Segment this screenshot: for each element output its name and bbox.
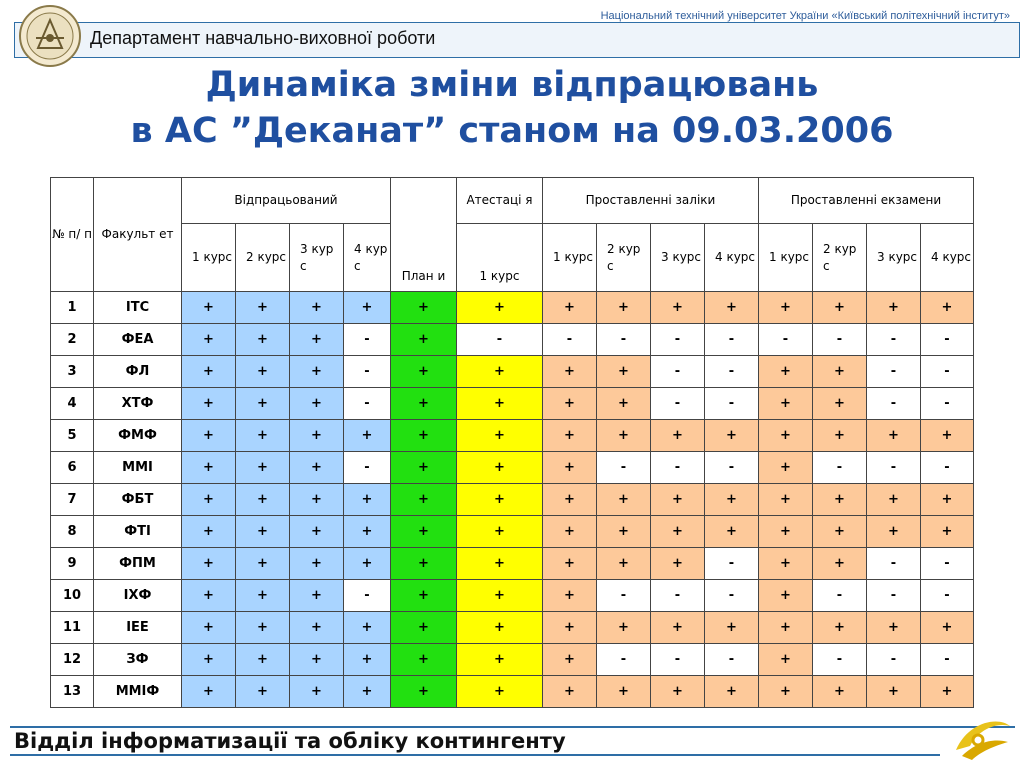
exam-4-status-cell: + <box>921 420 974 452</box>
faculty-cell: ХТФ <box>94 388 182 420</box>
credit-1-status-cell: + <box>543 484 597 516</box>
attest-1-status-cell: + <box>457 452 543 484</box>
credit-4-status-cell: - <box>705 452 759 484</box>
exam-3-status-cell: - <box>867 388 921 420</box>
worked-2-status-cell: + <box>236 580 290 612</box>
worked-4-status-cell: - <box>344 580 391 612</box>
exam-1-status-cell: - <box>759 324 813 356</box>
worked-3-status-cell: + <box>290 388 344 420</box>
exam-course-2-header: 2 кур с <box>813 224 867 292</box>
attest-1-status-cell: + <box>457 356 543 388</box>
group-credits-header: Проставленні заліки <box>543 178 759 224</box>
worked-4-status-cell: - <box>344 388 391 420</box>
credit-1-status-cell: + <box>543 580 597 612</box>
table-row <box>51 644 974 676</box>
title-line-2: в АС ”Деканат” станом на 09.03.2006 <box>130 111 894 151</box>
credit-2-status-cell: + <box>597 420 651 452</box>
worked-1-status-cell: + <box>182 420 236 452</box>
credit-3-status-cell: + <box>651 676 705 708</box>
credit-2-status-cell: + <box>597 484 651 516</box>
attest-1-status-cell: + <box>457 516 543 548</box>
credit-4-status-cell: + <box>705 420 759 452</box>
table-row <box>51 516 974 548</box>
credit-2-status-cell: + <box>597 388 651 420</box>
exam-3-status-cell: + <box>867 676 921 708</box>
exam-4-status-cell: + <box>921 292 974 324</box>
faculty-cell: ФТІ <box>94 516 182 548</box>
retake-dynamics-table <box>50 177 974 708</box>
row-number-cell: 9 <box>51 548 94 580</box>
exam-4-status-cell: + <box>921 484 974 516</box>
exam-1-status-cell: + <box>759 420 813 452</box>
exam-2-status-cell: + <box>813 388 867 420</box>
credit-3-status-cell: + <box>651 484 705 516</box>
exam-3-status-cell: + <box>867 484 921 516</box>
table-row <box>51 420 974 452</box>
exam-1-status-cell: + <box>759 548 813 580</box>
worked-4-status-cell: - <box>344 452 391 484</box>
worked-2-status-cell: + <box>236 548 290 580</box>
credit-course-3-header: 3 курс <box>651 224 705 292</box>
attest-1-status-cell: + <box>457 548 543 580</box>
worked-1-status-cell: + <box>182 676 236 708</box>
exam-2-status-cell: - <box>813 324 867 356</box>
worked-2-status-cell: + <box>236 420 290 452</box>
exam-4-status-cell: - <box>921 452 974 484</box>
credit-4-status-cell: - <box>705 388 759 420</box>
worked-3-status-cell: + <box>290 356 344 388</box>
credit-2-status-cell: + <box>597 516 651 548</box>
exam-1-status-cell: + <box>759 644 813 676</box>
exam-4-status-cell: - <box>921 356 974 388</box>
faculty-cell: ФЛ <box>94 356 182 388</box>
row-number-cell: 1 <box>51 292 94 324</box>
col-faculty-header: Факульт ет <box>94 178 182 292</box>
credit-1-status-cell: + <box>543 420 597 452</box>
row-number-cell: 11 <box>51 612 94 644</box>
credit-3-status-cell: + <box>651 516 705 548</box>
faculty-cell: ФБТ <box>94 484 182 516</box>
footer-divider-top <box>10 726 1015 728</box>
worked-3-status-cell: + <box>290 580 344 612</box>
exam-2-status-cell: + <box>813 676 867 708</box>
plans-status-cell: + <box>391 420 457 452</box>
row-number-cell: 13 <box>51 676 94 708</box>
worked-course-2-header: 2 курс <box>236 224 290 292</box>
credit-4-status-cell: + <box>705 292 759 324</box>
credit-1-status-cell: + <box>543 644 597 676</box>
attest-1-status-cell: + <box>457 292 543 324</box>
credit-4-status-cell: + <box>705 484 759 516</box>
exam-1-status-cell: + <box>759 388 813 420</box>
row-number-cell: 7 <box>51 484 94 516</box>
credit-2-status-cell: - <box>597 452 651 484</box>
credit-2-status-cell: + <box>597 612 651 644</box>
credit-1-status-cell: + <box>543 676 597 708</box>
worked-3-status-cell: + <box>290 420 344 452</box>
attest-course-1-label: 1 курс <box>479 269 520 283</box>
credit-2-status-cell: - <box>597 644 651 676</box>
exam-3-status-cell: - <box>867 324 921 356</box>
exam-1-status-cell: + <box>759 612 813 644</box>
exam-4-status-cell: - <box>921 324 974 356</box>
credit-2-status-cell: + <box>597 292 651 324</box>
faculty-cell: ЗФ <box>94 644 182 676</box>
col-attest-header: Атестаці я <box>457 178 543 224</box>
worked-2-status-cell: + <box>236 676 290 708</box>
page-title <box>0 62 1024 154</box>
exam-2-status-cell: + <box>813 516 867 548</box>
exam-1-status-cell: + <box>759 484 813 516</box>
worked-1-status-cell: + <box>182 612 236 644</box>
table-row <box>51 356 974 388</box>
credit-1-status-cell: + <box>543 356 597 388</box>
credit-4-status-cell: + <box>705 612 759 644</box>
group-worked-header: Відпрацьований <box>182 178 391 224</box>
exam-4-status-cell: - <box>921 644 974 676</box>
exam-2-status-cell: - <box>813 580 867 612</box>
worked-1-status-cell: + <box>182 292 236 324</box>
exam-4-status-cell: + <box>921 612 974 644</box>
exam-3-status-cell: - <box>867 452 921 484</box>
worked-4-status-cell: + <box>344 420 391 452</box>
exam-4-status-cell: - <box>921 580 974 612</box>
plans-status-cell: + <box>391 548 457 580</box>
faculty-cell: ММІФ <box>94 676 182 708</box>
table-row <box>51 324 974 356</box>
attest-1-status-cell: + <box>457 388 543 420</box>
exam-3-status-cell: + <box>867 516 921 548</box>
exam-2-status-cell: + <box>813 612 867 644</box>
credit-1-status-cell: + <box>543 452 597 484</box>
worked-3-status-cell: + <box>290 676 344 708</box>
exam-3-status-cell: + <box>867 420 921 452</box>
credit-3-status-cell: - <box>651 452 705 484</box>
credit-2-status-cell: + <box>597 356 651 388</box>
col-plans-header <box>391 178 457 292</box>
row-number-cell: 12 <box>51 644 94 676</box>
credit-4-status-cell: - <box>705 356 759 388</box>
credit-3-status-cell: - <box>651 580 705 612</box>
exam-4-status-cell: + <box>921 516 974 548</box>
worked-course-3-header: 3 кур с <box>290 224 344 292</box>
header-row-1 <box>51 178 974 224</box>
worked-2-status-cell: + <box>236 356 290 388</box>
plans-status-cell: + <box>391 676 457 708</box>
worked-1-status-cell: + <box>182 484 236 516</box>
credit-1-status-cell: + <box>543 548 597 580</box>
worked-3-status-cell: + <box>290 324 344 356</box>
row-number-cell: 5 <box>51 420 94 452</box>
worked-1-status-cell: + <box>182 580 236 612</box>
attest-1-status-cell: - <box>457 324 543 356</box>
exam-3-status-cell: - <box>867 548 921 580</box>
department-name: Департамент навчально-виховної роботи <box>90 28 436 48</box>
credit-3-status-cell: + <box>651 612 705 644</box>
credit-2-status-cell: + <box>597 676 651 708</box>
credit-3-status-cell: + <box>651 420 705 452</box>
worked-1-status-cell: + <box>182 452 236 484</box>
plans-status-cell: + <box>391 612 457 644</box>
exam-3-status-cell: - <box>867 580 921 612</box>
worked-course-1-header: 1 курс <box>182 224 236 292</box>
worked-1-status-cell: + <box>182 548 236 580</box>
worked-3-status-cell: + <box>290 452 344 484</box>
table-row <box>51 676 974 708</box>
exam-4-status-cell: - <box>921 388 974 420</box>
plans-status-cell: + <box>391 452 457 484</box>
worked-3-status-cell: + <box>290 644 344 676</box>
worked-4-status-cell: + <box>344 292 391 324</box>
exam-3-status-cell: - <box>867 644 921 676</box>
credit-course-2-header: 2 кур с <box>597 224 651 292</box>
credit-1-status-cell: + <box>543 516 597 548</box>
exam-1-status-cell: + <box>759 452 813 484</box>
exam-2-status-cell: + <box>813 548 867 580</box>
credit-2-status-cell: - <box>597 324 651 356</box>
table-row <box>51 388 974 420</box>
attest-1-status-cell: + <box>457 580 543 612</box>
row-number-cell: 10 <box>51 580 94 612</box>
faculty-cell: ММІ <box>94 452 182 484</box>
plans-status-cell: + <box>391 644 457 676</box>
worked-4-status-cell: + <box>344 548 391 580</box>
table-row <box>51 452 974 484</box>
worked-3-status-cell: + <box>290 548 344 580</box>
exam-course-1-header: 1 курс <box>759 224 813 292</box>
attest-1-status-cell: + <box>457 676 543 708</box>
table-row <box>51 548 974 580</box>
worked-4-status-cell: + <box>344 516 391 548</box>
header-row-2 <box>51 224 974 292</box>
plans-status-cell: + <box>391 388 457 420</box>
credit-4-status-cell: + <box>705 516 759 548</box>
worked-course-4-header: 4 кур с <box>344 224 391 292</box>
footer-divider-bottom <box>10 754 940 756</box>
worked-1-status-cell: + <box>182 516 236 548</box>
plans-status-cell: + <box>391 580 457 612</box>
exam-2-status-cell: + <box>813 484 867 516</box>
worked-3-status-cell: + <box>290 516 344 548</box>
table-row <box>51 292 974 324</box>
footer-department: Відділ інформатизації та обліку контингенту <box>14 729 566 753</box>
credit-1-status-cell: + <box>543 292 597 324</box>
table-row <box>51 580 974 612</box>
exam-2-status-cell: + <box>813 292 867 324</box>
exam-3-status-cell: + <box>867 612 921 644</box>
exam-1-status-cell: + <box>759 516 813 548</box>
faculty-cell: ФМФ <box>94 420 182 452</box>
credit-course-1-header: 1 курс <box>543 224 597 292</box>
exam-2-status-cell: - <box>813 452 867 484</box>
worked-2-status-cell: + <box>236 644 290 676</box>
credit-1-status-cell: + <box>543 612 597 644</box>
row-number-cell: 4 <box>51 388 94 420</box>
worked-4-status-cell: - <box>344 324 391 356</box>
credit-2-status-cell: + <box>597 548 651 580</box>
exam-2-status-cell: + <box>813 356 867 388</box>
worked-4-status-cell: + <box>344 484 391 516</box>
credit-4-status-cell: - <box>705 548 759 580</box>
exam-1-status-cell: + <box>759 580 813 612</box>
exam-4-status-cell: + <box>921 676 974 708</box>
row-number-cell: 2 <box>51 324 94 356</box>
faculty-cell: ФПМ <box>94 548 182 580</box>
worked-1-status-cell: + <box>182 388 236 420</box>
faculty-cell: ІХФ <box>94 580 182 612</box>
worked-1-status-cell: + <box>182 356 236 388</box>
worked-4-status-cell: + <box>344 612 391 644</box>
exam-3-status-cell: - <box>867 356 921 388</box>
credit-3-status-cell: + <box>651 292 705 324</box>
worked-2-status-cell: + <box>236 484 290 516</box>
plans-status-cell: + <box>391 292 457 324</box>
attest-1-status-cell: + <box>457 484 543 516</box>
attest-course-1-header <box>457 224 543 292</box>
worked-3-status-cell: + <box>290 612 344 644</box>
university-seal-icon <box>18 4 82 68</box>
credit-3-status-cell: - <box>651 324 705 356</box>
worked-2-status-cell: + <box>236 292 290 324</box>
attest-1-status-cell: + <box>457 420 543 452</box>
credit-1-status-cell: - <box>543 324 597 356</box>
worked-1-status-cell: + <box>182 644 236 676</box>
worked-4-status-cell: + <box>344 644 391 676</box>
credit-4-status-cell: - <box>705 644 759 676</box>
university-name: Національний технічний університет України «Київський політехнічний інститут» <box>600 10 1010 22</box>
worked-2-status-cell: + <box>236 516 290 548</box>
worked-3-status-cell: + <box>290 292 344 324</box>
footer-swirl-logo-icon <box>948 712 1018 762</box>
exam-1-status-cell: + <box>759 292 813 324</box>
credit-4-status-cell: + <box>705 676 759 708</box>
exam-3-status-cell: + <box>867 292 921 324</box>
exam-2-status-cell: - <box>813 644 867 676</box>
credit-1-status-cell: + <box>543 388 597 420</box>
attest-1-status-cell: + <box>457 644 543 676</box>
faculty-cell: ФЕА <box>94 324 182 356</box>
row-number-cell: 3 <box>51 356 94 388</box>
credit-3-status-cell: - <box>651 388 705 420</box>
exam-course-3-header: 3 курс <box>867 224 921 292</box>
credit-2-status-cell: - <box>597 580 651 612</box>
group-exams-header: Проставленні екзамени <box>759 178 974 224</box>
title-line-1: Динаміка зміни відпрацювань <box>205 65 819 105</box>
worked-2-status-cell: + <box>236 452 290 484</box>
credit-3-status-cell: - <box>651 356 705 388</box>
plans-status-cell: + <box>391 516 457 548</box>
plans-status-cell: + <box>391 324 457 356</box>
table-row <box>51 484 974 516</box>
worked-4-status-cell: + <box>344 676 391 708</box>
credit-4-status-cell: - <box>705 324 759 356</box>
table-row <box>51 612 974 644</box>
row-number-cell: 6 <box>51 452 94 484</box>
plans-status-cell: + <box>391 356 457 388</box>
exam-1-status-cell: + <box>759 356 813 388</box>
exam-2-status-cell: + <box>813 420 867 452</box>
credit-3-status-cell: + <box>651 548 705 580</box>
faculty-cell: ІТС <box>94 292 182 324</box>
worked-1-status-cell: + <box>182 324 236 356</box>
worked-2-status-cell: + <box>236 324 290 356</box>
col-number-header: № п/ п <box>51 178 94 292</box>
row-number-cell: 8 <box>51 516 94 548</box>
exam-1-status-cell: + <box>759 676 813 708</box>
credit-course-4-header: 4 курс <box>705 224 759 292</box>
worked-2-status-cell: + <box>236 612 290 644</box>
worked-3-status-cell: + <box>290 484 344 516</box>
credit-4-status-cell: - <box>705 580 759 612</box>
attest-1-status-cell: + <box>457 612 543 644</box>
col-plans-label: План и <box>401 269 446 283</box>
worked-2-status-cell: + <box>236 388 290 420</box>
faculty-cell: ІЕЕ <box>94 612 182 644</box>
worked-4-status-cell: - <box>344 356 391 388</box>
exam-course-4-header: 4 курс <box>921 224 974 292</box>
credit-3-status-cell: - <box>651 644 705 676</box>
plans-status-cell: + <box>391 484 457 516</box>
exam-4-status-cell: - <box>921 548 974 580</box>
